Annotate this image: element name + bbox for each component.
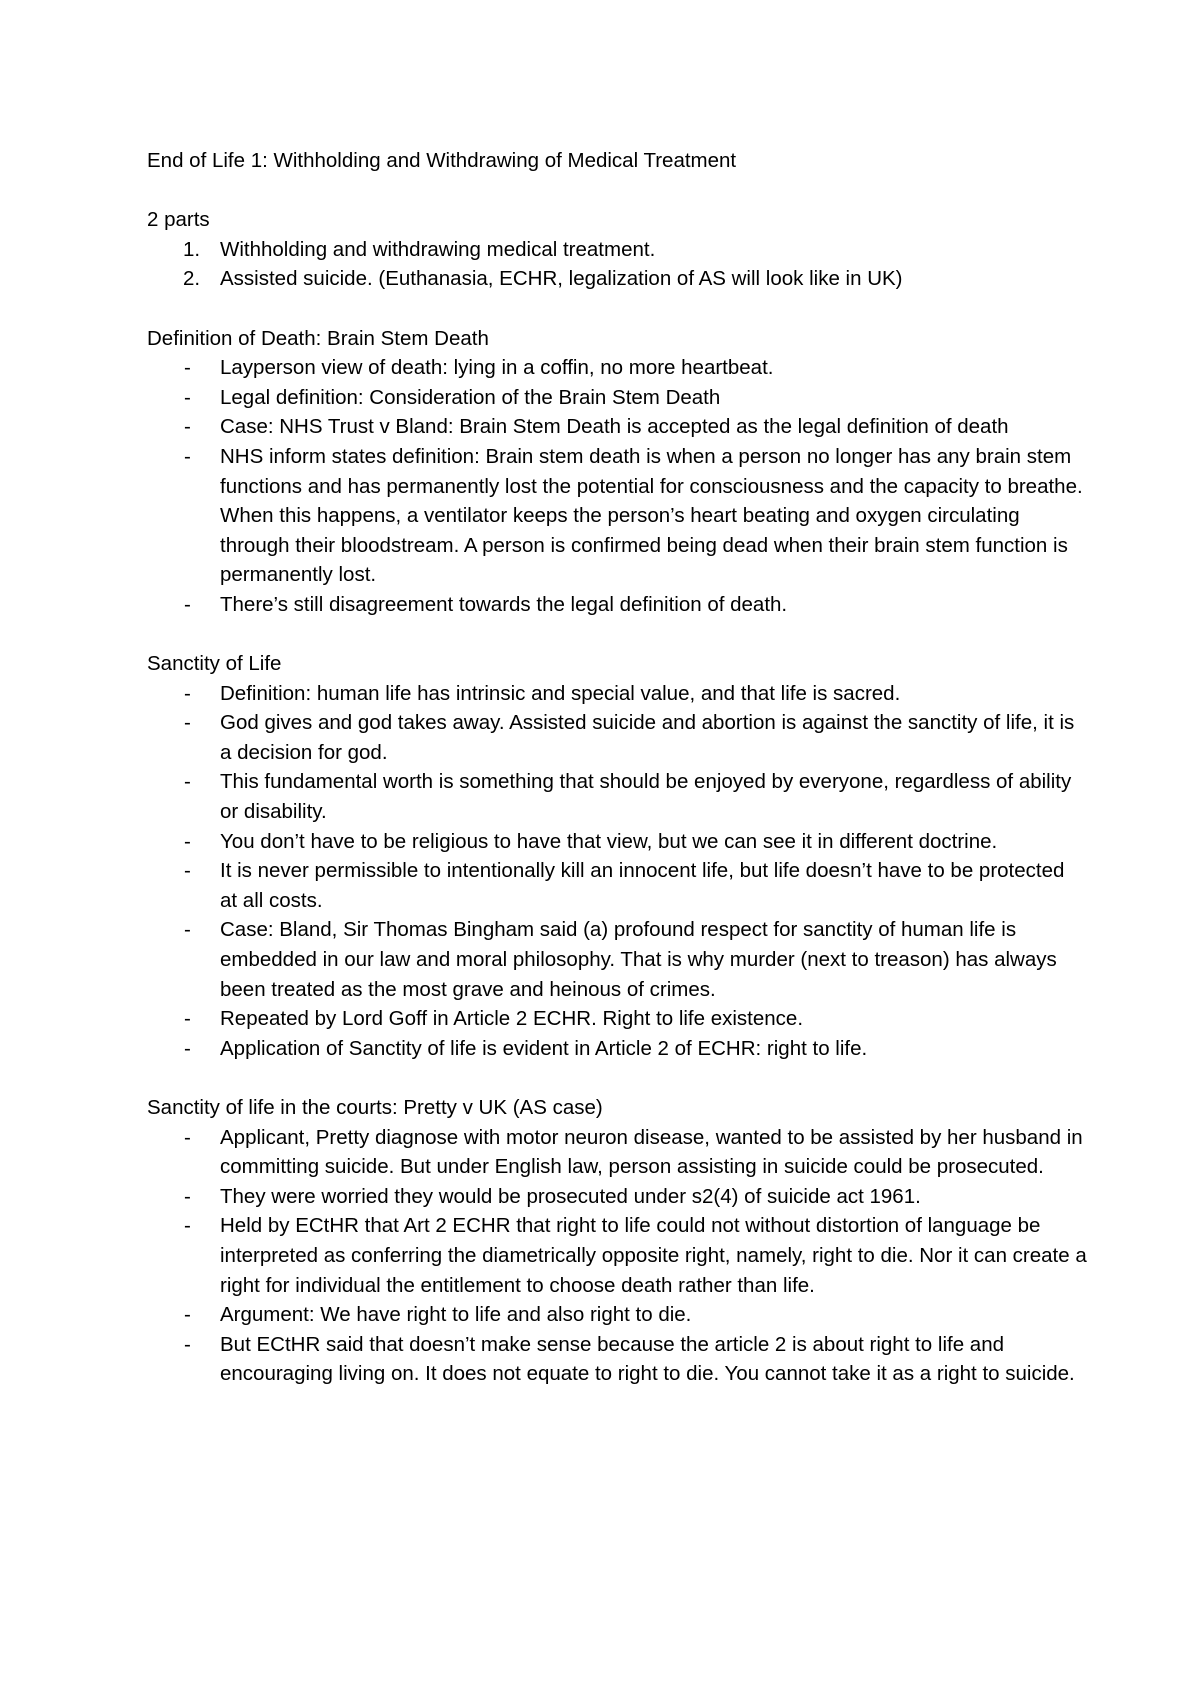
list-item [147,442,1087,590]
section-sanctity-of-life [147,649,1087,1063]
list-item-text: Layperson view of death: lying in a coffin, no more heartbeat. [220,356,774,380]
list-item-text: Definition: human life has intrinsic and special value, and that life is sacred. [220,681,901,705]
spacer [147,620,1087,650]
document-title: End of Life 1: Withholding and Withdrawing of Medical Treatment [147,149,737,172]
list-number: 2. [183,267,201,291]
list-item-text: Applicant, Pretty diagnose with motor neuron disease, wanted to be assisted by her husband in committing suicide. But under English law, person assisting in suicide could be prosecuted. [220,1125,1083,1179]
dash-bullet: - [184,385,191,409]
section-heading: 2 parts [147,208,210,232]
list-item [147,1182,1087,1212]
list-item-text: Application of Sanctity of life is evident in Article 2 of ECHR: right to life. [220,1036,868,1060]
dash-bullet: - [184,829,191,853]
list-item-text: They were worried they would be prosecuted under s2(4) of suicide act 1961. [220,1184,921,1208]
section-heading: Sanctity of life in the courts: Pretty v UK (AS case) [147,1096,603,1119]
list-item-text: Held by ECtHR that Art 2 ECHR that right to life could not without distortion of language be interpreted as conferring the diametrically opposite right, namely, right to die. Nor it can create a right for individual the entitlement to choose death rather than life. [220,1214,1087,1297]
dash-bullet: - [184,1332,191,1356]
list-item-text: But ECtHR said that doesn’t make sense because the article 2 is about right to life and encouraging living on. It does not equate to right to die. You cannot take it as a right to suicide. [220,1332,1075,1386]
list-item-text: Withholding and withdrawing medical treatment. [220,237,656,261]
list-item-text: NHS inform states definition: Brain stem death is when a person no longer has any brain stem functions and has permanently lost the potential for consciousness and the capacity to breathe. When this happens, a ventilator keeps the person’s heart beating and oxygen circulating through their bloodstream. A person is confirmed being dead when their brain stem function is permanently lost. [220,444,1083,587]
dash-bullet: - [184,681,191,705]
list-item-text: Legal definition: Consideration of the Brain Stem Death [220,385,721,409]
dash-bullet: - [184,356,191,380]
list-item [147,1004,1087,1034]
dash-bullet: - [184,444,191,468]
bullet-list [147,1123,1087,1389]
list-item [147,1211,1087,1300]
list-item-text: Argument: We have right to life and also right to die. [220,1303,692,1327]
list-item [147,856,1087,915]
spacer [147,1063,1087,1093]
list-item [147,1330,1087,1389]
spacer [147,294,1087,324]
list-number: 1. [183,237,201,261]
dash-bullet: - [184,918,191,942]
dash-bullet: - [184,1125,191,1149]
dash-bullet: - [184,1214,191,1238]
dash-bullet: - [184,770,191,794]
list-item-text: Case: Bland, Sir Thomas Bingham said (a) profound respect for sanctity of human life is embedded in our law and moral philosophy. That is why murder (next to treason) has always been treated as the most grave and heinous of crimes. [220,918,1057,1001]
section-heading: Definition of Death: Brain Stem Death [147,326,489,350]
dash-bullet: - [184,415,191,439]
list-item-text: Assisted suicide. (Euthanasia, ECHR, legalization of AS will look like in UK) [220,267,903,291]
dash-bullet: - [184,1036,191,1060]
section-sanctity-in-courts [147,1093,1087,1389]
list-item [147,915,1087,1004]
bullet-list [147,679,1087,1064]
section-parts [147,205,1087,294]
dash-bullet: - [184,711,191,735]
dash-bullet: - [184,1184,191,1208]
list-item-text: You don’t have to be religious to have that view, but we can see it in different doctrine. [220,829,998,853]
numbered-list [147,235,1087,294]
list-item-text: This fundamental worth is something that should be enjoyed by everyone, regardless of ability or disability. [220,770,1072,824]
spacer [147,176,1087,206]
list-item [147,383,1087,413]
list-item [147,767,1087,826]
list-item [147,235,1087,265]
bullet-list [147,353,1087,619]
section-heading: Sanctity of Life [147,652,282,676]
dash-bullet: - [184,859,191,883]
list-item [147,590,1087,620]
list-item [147,412,1087,442]
list-item-text: It is never permissible to intentionally kill an innocent life, but life doesn’t have to be protected at all costs. [220,859,1065,912]
document-body [147,146,1087,1389]
list-item [147,1034,1087,1064]
list-item-text: There’s still disagreement towards the legal definition of death. [220,592,788,616]
list-item-text: Repeated by Lord Goff in Article 2 ECHR. Right to life existence. [220,1007,804,1031]
list-item [147,1300,1087,1330]
dash-bullet: - [184,1303,191,1327]
dash-bullet: - [184,1007,191,1031]
list-item [147,264,1087,294]
list-item-text: God gives and god takes away. Assisted suicide and abortion is against the sanctity of life, it is a decision for god. [220,711,1075,764]
dash-bullet: - [184,592,191,616]
list-item [147,353,1087,383]
list-item [147,679,1087,709]
section-definition-of-death [147,324,1087,620]
list-item-text: Case: NHS Trust v Bland: Brain Stem Death is accepted as the legal definition of death [220,415,1009,439]
list-item [147,827,1087,857]
list-item [147,1123,1087,1182]
list-item [147,708,1087,767]
